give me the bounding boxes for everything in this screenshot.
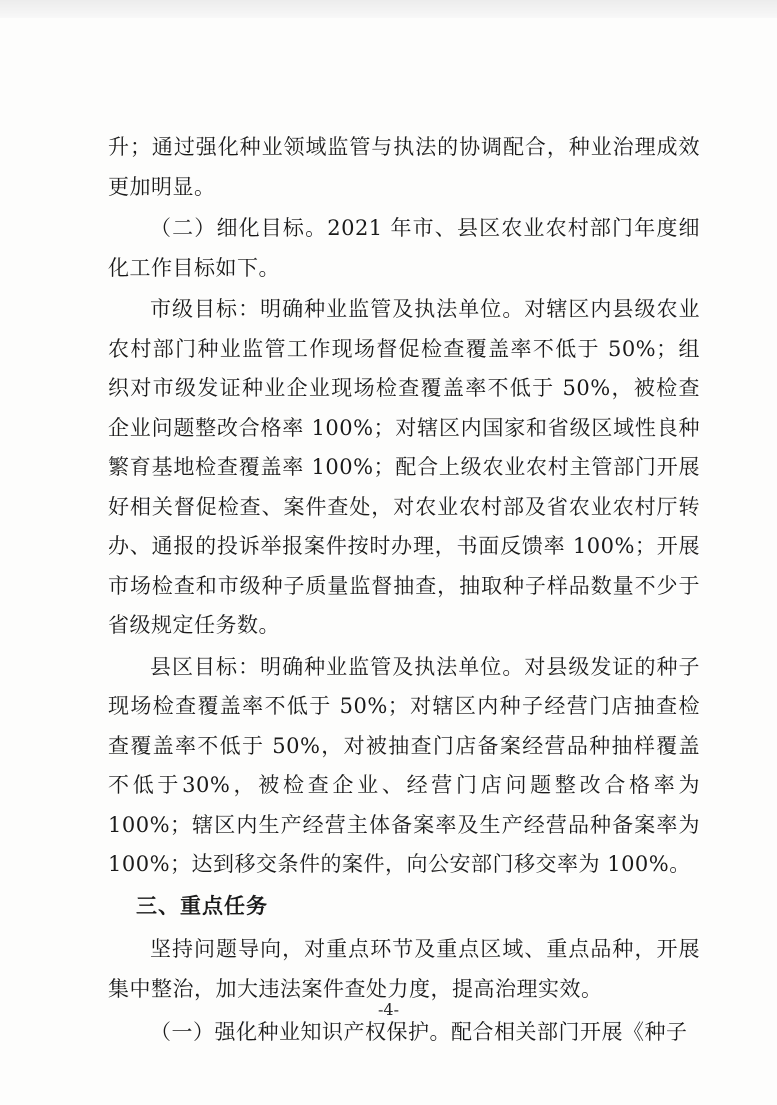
paragraph-continuation: 升；通过强化种业领域监管与执法的协调配合，种业治理成效更加明显。 (108, 135, 700, 199)
paragraph-county-level-goals: 县区目标：明确种业监管及执法单位。对县级发证的种子现场检查覆盖率不低于 50%；对辖区内种子经营门店抽查检查覆盖率不低于 50%，对被抽查门店备案经营品种抽样覆盖不低于30%，被检查企业、经营门店问题整改合格率为 100%；辖区内生产经营主体备案率及生产经营品种备案率为 100%；达到移交条件的案件，向公安部门移交率为 100%。 (108, 654, 700, 876)
section-heading-key-tasks: 三、重点任务 (136, 893, 268, 918)
paragraph-city-level-goals: 市级目标：明确种业监管及执法单位。对辖区内县级农业农村部门种业监管工作现场督促检查覆盖率不低于 50%；组织对市级发证种业企业现场检查覆盖率不低于 50%，被检查企业问题整改合格率 100%；对辖区内国家和省级区域性良种繁育基地检查覆盖率 100%；配合上级农业农村主管部门开展好相关督促检查、案件查处，对农业农村部及省农业农村厅转办、通报的投诉举报案件按时办理，书面反馈率 100%；开展市场检查和市级种子质量监督抽查，抽取种子样品数量不少于省级规定任务数。 (108, 297, 700, 637)
paragraph-detailed-goals: （二）细化目标。2021 年市、县区农业农村部门年度细化工作目标如下。 (108, 216, 700, 280)
paragraph-ip-protection: （一）强化种业知识产权保护。配合相关部门开展《种子 (150, 1020, 688, 1044)
document-body (108, 128, 700, 1053)
paragraph-problem-oriented: 坚持问题导向，对重点环节及重点区域、重点品种，开展集中整治，加大违法案件查处力度，提高治理实效。 (108, 937, 700, 1001)
scan-top-edge (0, 0, 777, 18)
page-number: -4- (378, 1000, 399, 1019)
